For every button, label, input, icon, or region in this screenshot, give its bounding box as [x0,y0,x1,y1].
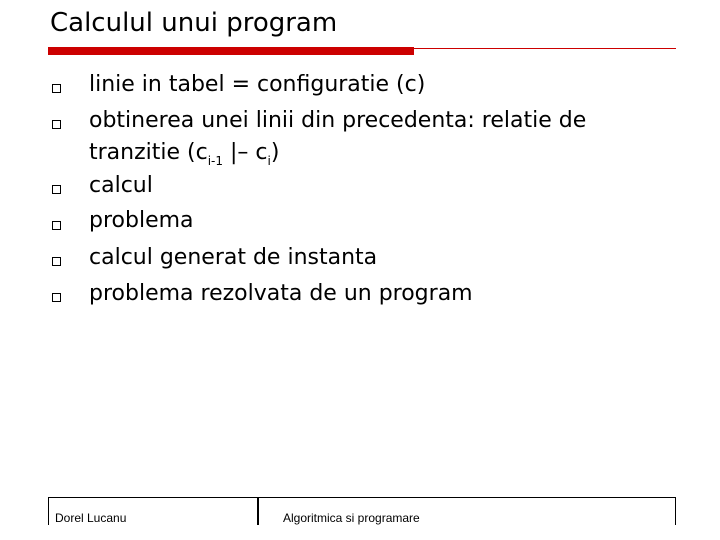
list-item: linie in tabel = configuratie (c) [89,72,426,97]
transition-suffix: ) [270,140,280,165]
footer-course-text: Algoritmica si programare [283,511,420,525]
subscript-i-minus-1: i-1 [207,154,224,168]
title-underline-thick [48,47,414,55]
square-bullet-icon [52,257,61,266]
list-item: problema [89,208,194,233]
square-bullet-icon [52,84,61,93]
slide-title: Calculul unui program [50,8,338,38]
list-item: obtinerea unei linii din precedenta: relatie de [89,108,587,133]
list-item: calcul generat de instanta [89,245,378,270]
footer-course [258,497,676,525]
title-underline-thin [414,48,676,49]
list-item: problema rezolvata de un program [89,281,473,306]
transition-prefix: tranzitie (c [89,140,208,165]
subscript-i: i [267,154,271,168]
square-bullet-icon [52,293,61,302]
footer-author-text: Dorel Lucanu [55,511,127,525]
turnstile-symbol: |– c [223,140,268,165]
square-bullet-icon [52,221,61,230]
list-item: calcul [89,173,153,198]
square-bullet-icon [52,185,61,194]
footer-author [48,497,258,525]
square-bullet-icon [52,120,61,129]
